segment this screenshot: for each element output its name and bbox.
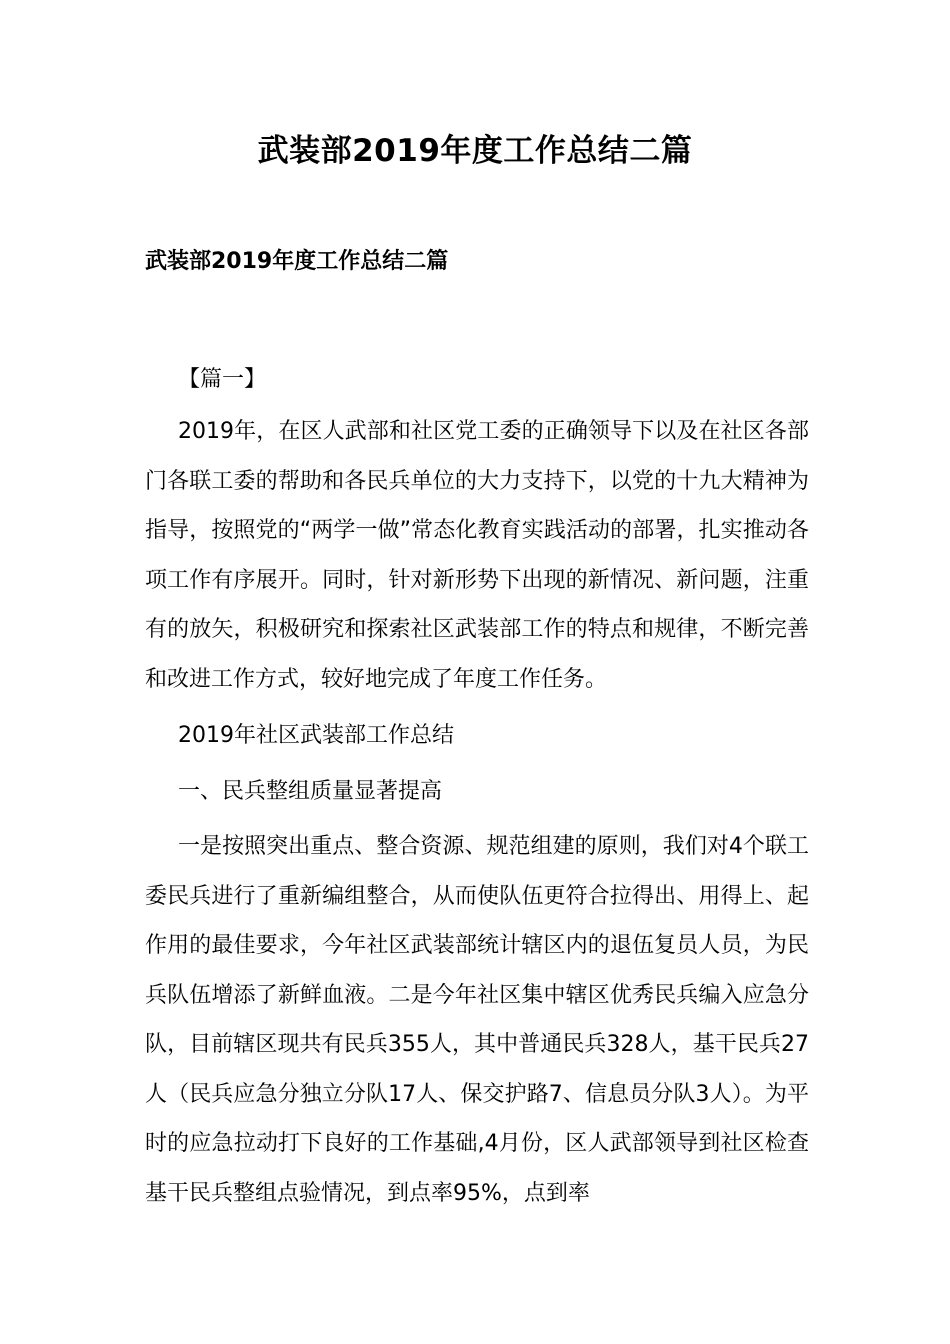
paragraph-militia: 一是按照突出重点、整合资源、规范组建的原则，我们对4个联工委民兵进行了重新编组整合，从而使队伍更符合拉得出、用得上、起作用的最佳要求，今年社区武装部统计辖区内的退伍复员人员，为民兵队伍增添了新鲜血液。二是今年社区集中辖区优秀民兵编入应急分队，目前辖区现共有民兵355人，其中普通民兵328人，基干民兵27人（民兵应急分独立分队17人、保交护路7、信息员分队3人）。为平时的应急拉动打下良好的工作基础,4月份，区人武部领导到社区检查基干民兵整组点验情况，到点率95%，点到率 [145, 834, 809, 1206]
section-mark: 【篇一】 [178, 367, 267, 392]
document-title: 武装部2019年度工作总结二篇 [257, 133, 693, 169]
section-heading-militia: 一、民兵整组质量显著提高 [178, 779, 443, 804]
document-subtitle: 武装部2019年度工作总结二篇 [145, 249, 449, 274]
paragraph-intro: 2019年，在区人武部和社区党工委的正确领导下以及在社区各部门各联工委的帮助和各民兵单位的大力支持下，以党的十九大精神为指导，按照党的“两学一做”常态化教育实践活动的部署，扎实推动各项工作有序展开。同时，针对新形势下出现的新情况、新问题，注重有的放矢，积极研究和探索社区武装部工作的特点和规律，不断完善和改进工作方式，较好地完成了年度工作任务。 [145, 419, 809, 692]
summary-heading: 2019年社区武装部工作总结 [178, 723, 454, 748]
